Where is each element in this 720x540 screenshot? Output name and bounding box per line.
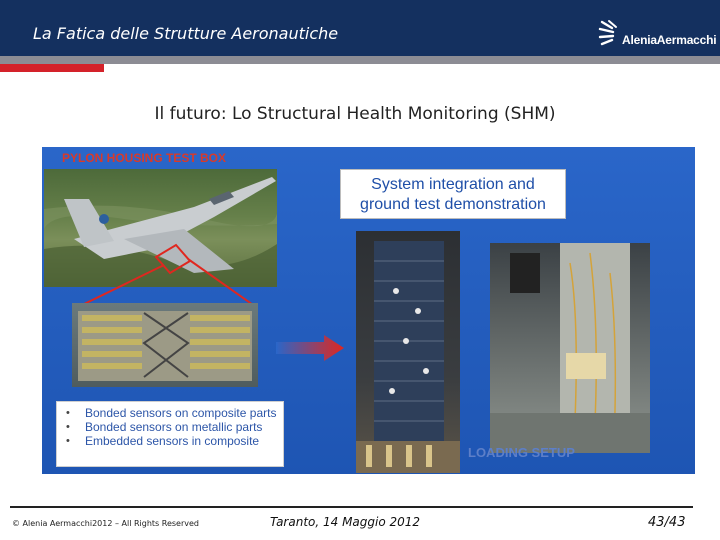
integration-callout xyxy=(340,169,566,219)
header-accent xyxy=(0,64,104,72)
shm-figure xyxy=(42,147,695,474)
page-number: 43/43 xyxy=(648,515,686,530)
arrow-right-icon xyxy=(276,333,346,363)
footer-divider xyxy=(10,506,693,508)
loading-setup-photo xyxy=(490,243,650,453)
company-logo xyxy=(598,16,716,52)
list-item: • Bonded sensors on metallic parts xyxy=(63,420,279,434)
callout-line-2: ground test demonstration xyxy=(360,196,546,213)
logo-text: AleniaAermacchi xyxy=(622,33,717,47)
test-box-photo xyxy=(72,303,258,387)
list-item: • Embedded sensors in composite xyxy=(63,434,279,448)
copyright-text: © Alenia Aermacchi2012 – All Rights Reserved xyxy=(12,519,200,528)
slide-title: Il futuro: Lo Structural Health Monitoring (SHM) xyxy=(154,104,556,124)
header-stripe xyxy=(0,56,720,64)
presentation-title: La Fatica delle Strutture Aeronautiche xyxy=(33,24,339,43)
figure-label: PYLON HOUSING TEST BOX xyxy=(62,151,227,165)
sensor-list xyxy=(56,401,284,467)
list-item: • Bonded sensors on composite parts xyxy=(63,406,279,420)
presentation-date: Taranto, 14 Maggio 2012 xyxy=(270,515,421,529)
callout-line-1: System integration and xyxy=(371,176,535,193)
loading-setup-label: LOADING SETUP xyxy=(468,445,575,460)
test-rig-photo xyxy=(356,231,460,473)
alenia-logo-icon xyxy=(598,19,620,49)
